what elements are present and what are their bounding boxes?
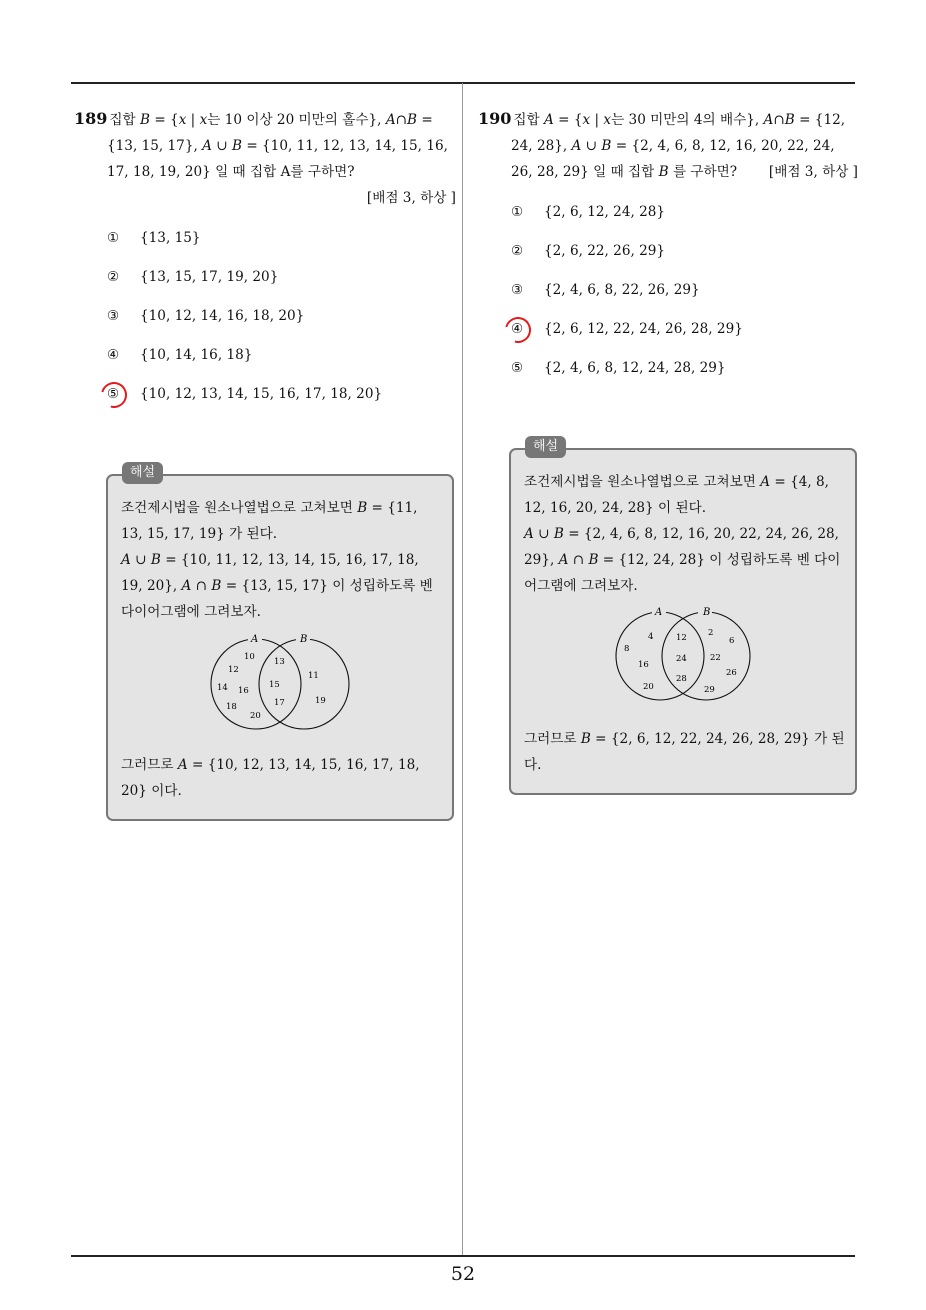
venn-element: 4 (648, 632, 654, 642)
venn-element: 17 (274, 698, 285, 708)
question-number: 189 (74, 109, 108, 128)
solution-paragraph-2: A ∪ B = {2, 4, 6, 8, 12, 16, 20, 22, 24, 26, 28, 29}, A ∩ B = {12, 24, 28} 이 성립하도록 벤 다이어그램에 그려보자. (524, 526, 841, 594)
venn-element: 11 (308, 671, 319, 681)
choice-1[interactable]: ① {13, 15} (107, 230, 201, 246)
venn-element: 2 (708, 628, 714, 638)
column-divider (462, 83, 463, 1255)
solution-paragraph-1: 조건제시법을 원소나열법으로 고쳐보면 A = {4, 8, 12, 16, 20, 24, 28} 이 된다. (524, 474, 829, 516)
choice-4[interactable]: ④ {10, 14, 16, 18} (107, 347, 253, 363)
score-meta: [배점 3, 하상 ] (768, 164, 858, 180)
venn-element: 18 (226, 702, 237, 712)
venn-label-a: A (655, 607, 663, 618)
solution-paragraph-3: 그러므로 A = {10, 12, 13, 14, 15, 16, 17, 18, 20} 이다. (121, 757, 420, 799)
solution-box-189 (106, 465, 454, 821)
choice-2[interactable]: ② {2, 6, 22, 26, 29} (511, 243, 666, 259)
venn-element: 8 (624, 644, 630, 654)
venn-element: 6 (729, 636, 735, 646)
solution-paragraph-3: 그러므로 B = {2, 6, 12, 22, 24, 26, 28, 29} 가 된다. (524, 731, 845, 773)
choice-5-answer-mark[interactable]: ⑤ {10, 12, 13, 14, 15, 16, 17, 18, 20} (107, 381, 456, 420)
venn-element: 14 (217, 683, 228, 693)
venn-element: 12 (228, 665, 239, 675)
venn-element: 10 (244, 652, 255, 662)
venn-element: 29 (704, 685, 715, 695)
venn-element: 13 (274, 657, 285, 667)
question-text: 190 집합 A = {x | x는 30 미만의 4의 배수}, A∩B = {12, 24, 28}, A ∪ B = {2, 4, 6, 8, 12, 16, 20, 22, 24, 26, 28, 29} 일 때 집합 B 를 구하면? [배점 3, 하상 ] (478, 106, 858, 185)
venn-circle-a (616, 612, 704, 700)
solution-label: 해설 (525, 436, 566, 458)
bottom-rule (71, 1255, 855, 1257)
top-rule (71, 82, 855, 84)
venn-element: 12 (676, 633, 687, 643)
venn-element: 24 (676, 654, 687, 664)
solution-paragraph-1: 조건제시법을 원소나열법으로 고쳐보면 B = {11, 13, 15, 17, 19} 가 된다. (121, 500, 418, 542)
venn-element: 20 (643, 682, 654, 692)
question-text: 189 집합 B = {x | x는 10 이상 20 미만의 홀수}, A∩B = {13, 15, 17}, A ∪ B = {10, 11, 12, 13, 14, 15, 16, 17, 18, 19, 20} 일 때 집합 A를 구하면? (74, 109, 448, 180)
venn-element: 26 (726, 668, 737, 678)
venn-diagram (204, 632, 360, 736)
choice-5[interactable]: ⑤ {2, 4, 6, 8, 12, 24, 28, 29} (511, 360, 726, 376)
page-number: 52 (450, 1263, 476, 1285)
venn-element: 19 (315, 696, 326, 706)
choice-4-answer-mark[interactable]: ④ {2, 6, 12, 22, 24, 26, 28, 29} (511, 316, 858, 355)
venn-element: 15 (269, 680, 280, 690)
choice-list (511, 199, 858, 394)
solution-box-190 (509, 439, 857, 795)
solution-paragraph-2: A ∪ B = {10, 11, 12, 13, 14, 15, 16, 17, 18, 19, 20}, A ∩ B = {13, 15, 17} 이 성립하도록 벤 다이어그램에 그려보자. (121, 552, 433, 620)
choice-1[interactable]: ① {2, 6, 12, 24, 28} (511, 204, 666, 220)
venn-element: 16 (238, 686, 249, 696)
question-189 (74, 106, 456, 420)
venn-label-a: A (251, 634, 259, 645)
score-meta: [배점 3, 하상 ] (366, 190, 456, 206)
venn-label-b: B (300, 634, 308, 645)
venn-element: 28 (676, 674, 687, 684)
venn-element: 20 (250, 711, 261, 721)
choice-list (107, 225, 456, 420)
solution-label: 해설 (122, 462, 163, 484)
venn-element: 22 (710, 653, 721, 663)
question-190 (478, 106, 858, 394)
choice-3[interactable]: ③ {10, 12, 14, 16, 18, 20} (107, 308, 305, 324)
venn-diagram (612, 606, 758, 704)
choice-2[interactable]: ② {13, 15, 17, 19, 20} (107, 269, 279, 285)
choice-3[interactable]: ③ {2, 4, 6, 8, 22, 26, 29} (511, 282, 700, 298)
venn-element: 16 (638, 660, 649, 670)
question-number: 190 (478, 109, 512, 128)
venn-label-b: B (703, 607, 711, 618)
